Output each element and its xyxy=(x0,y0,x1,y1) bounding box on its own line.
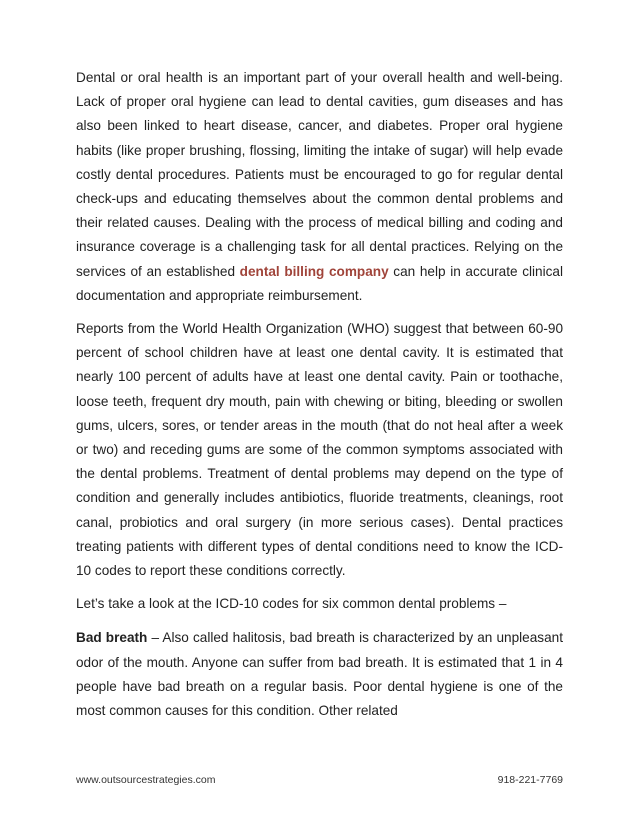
icd10-intro-paragraph: Let’s take a look at the ICD-10 codes for six common dental problems – xyxy=(76,596,507,612)
intro-paragraph xyxy=(76,66,563,308)
who-report-paragraph: Reports from the World Health Organization (WHO) suggest that between 60-90 percent of school children have at least one dental cavity. It is estimated that nearly 100 percent of adults have at least one dental cavity. Pain or toothache, loose teeth, frequent dry mouth, pain with chewing or biting, bleeding or swollen gums, ulcers, sores, or tender areas in the mouth (that do not heal after a week or two) and receding gums are some of the common symptoms associated with the dental problems. Treatment of dental problems may depend on the type of condition and generally includes antibiotics, fluoride treatments, cleanings, root canal, probiotics and oral surgery (in more serious cases). Dental practices treating patients with different types of dental conditions need to know the ICD-10 codes to report these conditions correctly. xyxy=(76,321,563,579)
bad-breath-text: – Also called halitosis, bad breath is characterized by an unpleasant odor of the mouth. Anyone can suffer from bad breath. It is estimated that 1 in 4 people have bad breath on a regular basis. Poor dental hygiene is one of the most common causes for this condition. Other related xyxy=(76,630,563,719)
intro-text-part1: Dental or oral health is an important part of your overall health and well-being. Lack of proper oral hygiene can lead to dental cavities, gum diseases and has also been linked to heart disease, cancer, and diabetes. Proper oral hygiene habits (like proper brushing, flossing, limiting the intake of sugar) will help evade costly dental procedures. Patients must be encouraged to go for regular dental check-ups and educating themselves about the common dental problems and their related causes. Dealing with the process of medical billing and coding and insurance coverage is a challenging task for all dental practices. Relying on the services of an established xyxy=(76,70,563,279)
footer-website[interactable]: www.outsourcestrategies.com xyxy=(76,774,216,786)
document-body xyxy=(76,66,563,732)
footer-phone: 918-221-7769 xyxy=(497,774,563,786)
dental-billing-company-link[interactable]: dental billing company xyxy=(239,263,389,279)
bad-breath-term: Bad breath xyxy=(76,630,148,646)
page-footer xyxy=(76,774,563,786)
intro-text-part2: can help in accurate clinical documentation and appropriate reimbursement. xyxy=(76,263,564,303)
bad-breath-paragraph xyxy=(76,626,563,723)
